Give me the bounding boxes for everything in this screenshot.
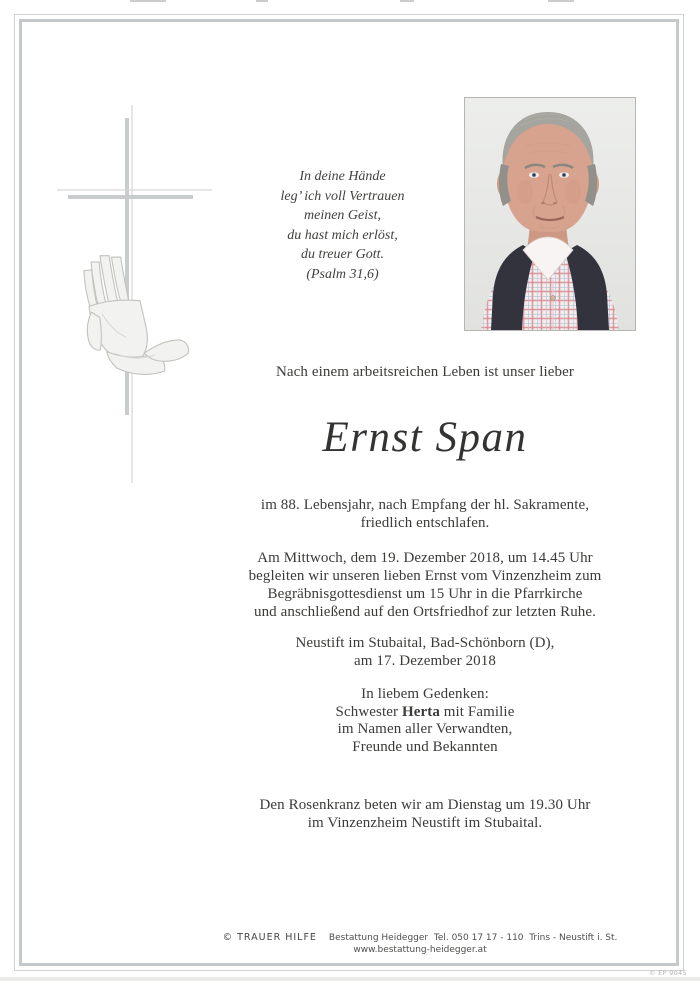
psalm-line: In deine Hände (299, 169, 386, 184)
funeral-home-website: www.bestattung-heidegger.at (353, 945, 487, 955)
memorial-family-line (225, 704, 625, 722)
funeral-home-footer (120, 932, 700, 956)
funeral-details-line: begleiten wir unseren lieben Ernst vom Vinzenzheim zum (248, 568, 602, 584)
portrait-photo (464, 97, 636, 331)
funeral-details-line: und anschließend auf den Ortsfriedhof zur letzten Ruhe. (253, 604, 597, 620)
memorial-line: Freunde und Bekannten (352, 738, 498, 755)
death-notice-line: friedlich entschlafen. (360, 515, 490, 531)
psalm-line: leg’ ich voll Vertrauen (280, 188, 405, 204)
psalm-line: du hast mich erlöst, (287, 227, 398, 243)
print-code: © EP 9045 (649, 969, 687, 977)
place-date-line: Neustift im Stubaital, Bad-Schönborn (D), (295, 635, 555, 651)
psalm-reference: (Psalm 31,6) (306, 266, 379, 282)
sister-name: Herta (401, 703, 440, 720)
memorial-sister-post: mit Familie (439, 703, 515, 720)
funeral-details-line: Begräbnisgottesdienst um 15 Uhr in die Pfarrkirche (267, 586, 583, 602)
intro-line: Nach einem arbeitsreichen Leben ist unser lieber (275, 364, 574, 380)
rosary-line: im Vinzenzheim Neustift im Stubaital. (307, 815, 543, 831)
deceased-name: Ernst Span (322, 414, 528, 461)
psalm-verse (240, 167, 445, 284)
cross-and-praying-hands-art (50, 100, 220, 490)
funeral-home-info: Bestattung Heidegger Tel. 050 17 17 - 110 Trins - Neustift i. St. (328, 933, 618, 943)
scan-artifact (130, 0, 166, 2)
memorial-sister-pre: Schwester (335, 703, 402, 720)
scan-artifact (548, 0, 574, 2)
psalm-line: meinen Geist, (304, 208, 381, 223)
memorial-paragraph (225, 686, 625, 756)
rosary-line: Den Rosenkranz beten wir am Dienstag um 19.30 Uhr (259, 797, 591, 813)
trauerhilfe-logo: © TRAUER HILFE (222, 932, 317, 943)
memorial-title: In liebem Gedenken: (361, 686, 489, 702)
funeral-details-paragraph (225, 549, 625, 621)
place-date-line: am 17. Dezember 2018 (354, 653, 496, 669)
cross-icon (57, 105, 212, 483)
funeral-details-line: Am Mittwoch, dem 19. Dezember 2018, um 14.45 Uhr (257, 550, 593, 566)
scan-artifact (400, 0, 414, 2)
scan-edge-shadow (0, 977, 700, 981)
scan-artifact (256, 0, 268, 2)
rosary-paragraph (225, 796, 625, 832)
place-date-paragraph (225, 634, 625, 670)
memorial-line: im Namen aller Verwandten, (337, 721, 513, 737)
death-notice-paragraph (225, 496, 625, 532)
death-notice-line: im 88. Lebensjahr, nach Empfang der hl. Sakramente, (260, 497, 590, 513)
psalm-line: du treuer Gott. (300, 247, 385, 262)
funeral-home-line (120, 932, 700, 944)
